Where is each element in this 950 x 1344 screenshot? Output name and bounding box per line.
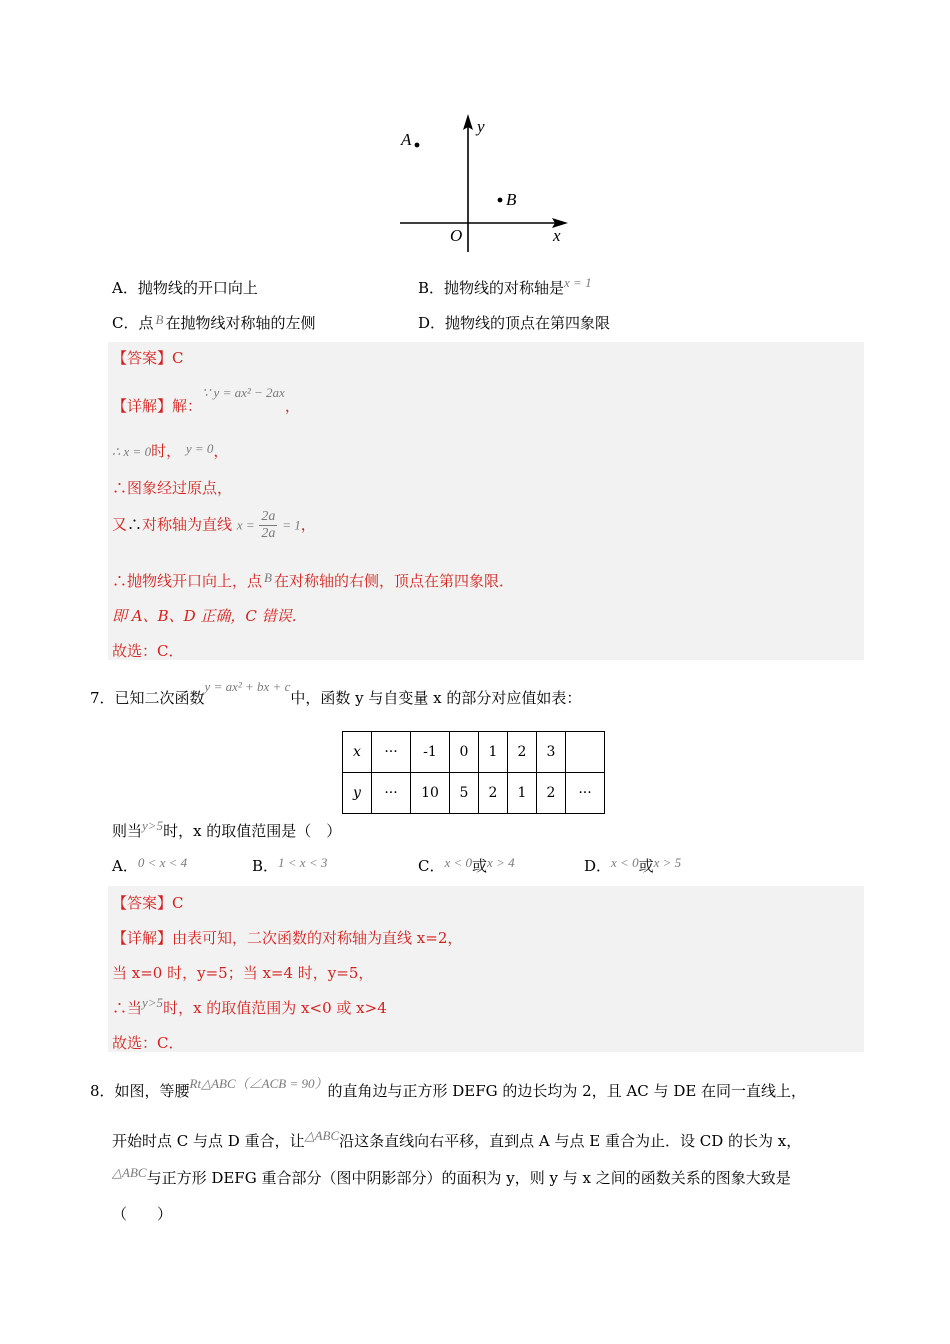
table-cell: 5 bbox=[450, 773, 479, 814]
table-cell: x bbox=[343, 732, 372, 773]
table-cell: 10 bbox=[411, 773, 450, 814]
q6-option-b: B．抛物线的对称轴是x = 1 bbox=[418, 275, 592, 297]
q7-detail-line4: 故选：C． bbox=[112, 1034, 184, 1052]
table-cell: 3 bbox=[537, 732, 566, 773]
table-row-y bbox=[343, 773, 605, 814]
q6-fraction: $\frac{2a}{2a}$ bbox=[261, 509, 276, 541]
y-axis-label: y bbox=[477, 117, 485, 136]
table-cell: ··· bbox=[372, 732, 411, 773]
point-b-label: B bbox=[506, 190, 517, 209]
q8-stem-line2: 开始时点 C 与点 D 重合，让△ABC沿这条直线向右平移，直到点 A 与点 E 重合为止．设 CD 的长为 x， bbox=[112, 1128, 802, 1150]
q7-detail-line1: 【详解】由表可知，二次函数的对称轴为直线 x=2， bbox=[112, 929, 463, 947]
q6-detail-line7: 故选：C． bbox=[112, 642, 184, 660]
table-cell: -1 bbox=[411, 732, 450, 773]
q6-detail-line2: ∴ x = 0时， y = 0， bbox=[112, 441, 229, 460]
q6-detail-line6: 即 A、B、D 正确，C 错误． bbox=[112, 607, 307, 625]
q6-detail-line1: 【详解】解：∵ y = ax² − 2ax， bbox=[112, 385, 300, 415]
q8-stem-line3: △ABC与正方形 DEFG 重合部分（图中阴影部分）的面积为 y，则 y 与 x 之间的函数关系的图象大致是 bbox=[112, 1165, 791, 1187]
q7-stem: 7．已知二次函数y = ax² + bx + c中，函数 y 与自变量 x 的部分对应值如表： bbox=[90, 679, 582, 707]
q7-option-b: B．1 < x < 3 bbox=[252, 855, 328, 875]
table-row-x bbox=[343, 732, 605, 773]
q6-detail-line3: ∴图象经过原点， bbox=[112, 479, 233, 497]
x-axis-label: x bbox=[553, 226, 561, 245]
q7-detail-line2: 当 x=0 时，y=5；当 x=4 时，y=5， bbox=[112, 964, 374, 982]
q6-detail-line5: ∴抛物线开口向上，点 B 在对称轴的右侧，顶点在第四象限． bbox=[112, 570, 514, 590]
q8-stem-line1: 8．如图，等腰Rt△ABC（∠ACB = 90）的直角边与正方形 DEFG 的边长均为 2，且 AC 与 DE 在同一直线上， bbox=[90, 1076, 807, 1100]
table-cell: 2 bbox=[479, 773, 508, 814]
point-a-dot bbox=[415, 143, 420, 148]
q7-option-d: D．x < 0或x > 5 bbox=[584, 855, 682, 875]
table-cell: 2 bbox=[537, 773, 566, 814]
q7-answer-label: 【答案】C bbox=[112, 894, 184, 912]
q7-question: 则当y>5时，x 的取值范围是（ ） bbox=[112, 818, 342, 840]
q6-answer-label: 【答案】C bbox=[112, 349, 184, 367]
table-cell: 1 bbox=[508, 773, 537, 814]
table-cell: 1 bbox=[479, 732, 508, 773]
q7-detail-line3: ∴当y>5时，x 的取值范围为 x<0 或 x>4 bbox=[112, 995, 387, 1017]
q8-stem-line4: （ ） bbox=[112, 1205, 173, 1223]
table-cell: 2 bbox=[508, 732, 537, 773]
q7-option-a: A．0 < x < 4 bbox=[112, 855, 188, 875]
origin-label: O bbox=[450, 226, 463, 245]
table-cell: y bbox=[343, 773, 372, 814]
q7-value-table bbox=[342, 731, 605, 814]
table-cell: 0 bbox=[450, 732, 479, 773]
q6-option-a: A．抛物线的开口向上 bbox=[112, 279, 258, 297]
point-a-label: A bbox=[401, 130, 412, 149]
q6-detail-line4: 又∴对称轴为直线 x = $\frac{2a}{2a}$ = 1， bbox=[112, 509, 316, 541]
point-b-dot bbox=[498, 198, 503, 203]
table-cell bbox=[566, 732, 605, 773]
table-cell: ··· bbox=[566, 773, 605, 814]
q6-option-c: C．点 B 在抛物线对称轴的左侧 bbox=[112, 312, 316, 332]
coordinate-figure bbox=[390, 110, 580, 260]
q7-option-c: C．x < 0或x > 4 bbox=[418, 855, 515, 875]
q6-option-d: D．抛物线的顶点在第四象限 bbox=[418, 314, 611, 332]
table-cell: ··· bbox=[372, 773, 411, 814]
